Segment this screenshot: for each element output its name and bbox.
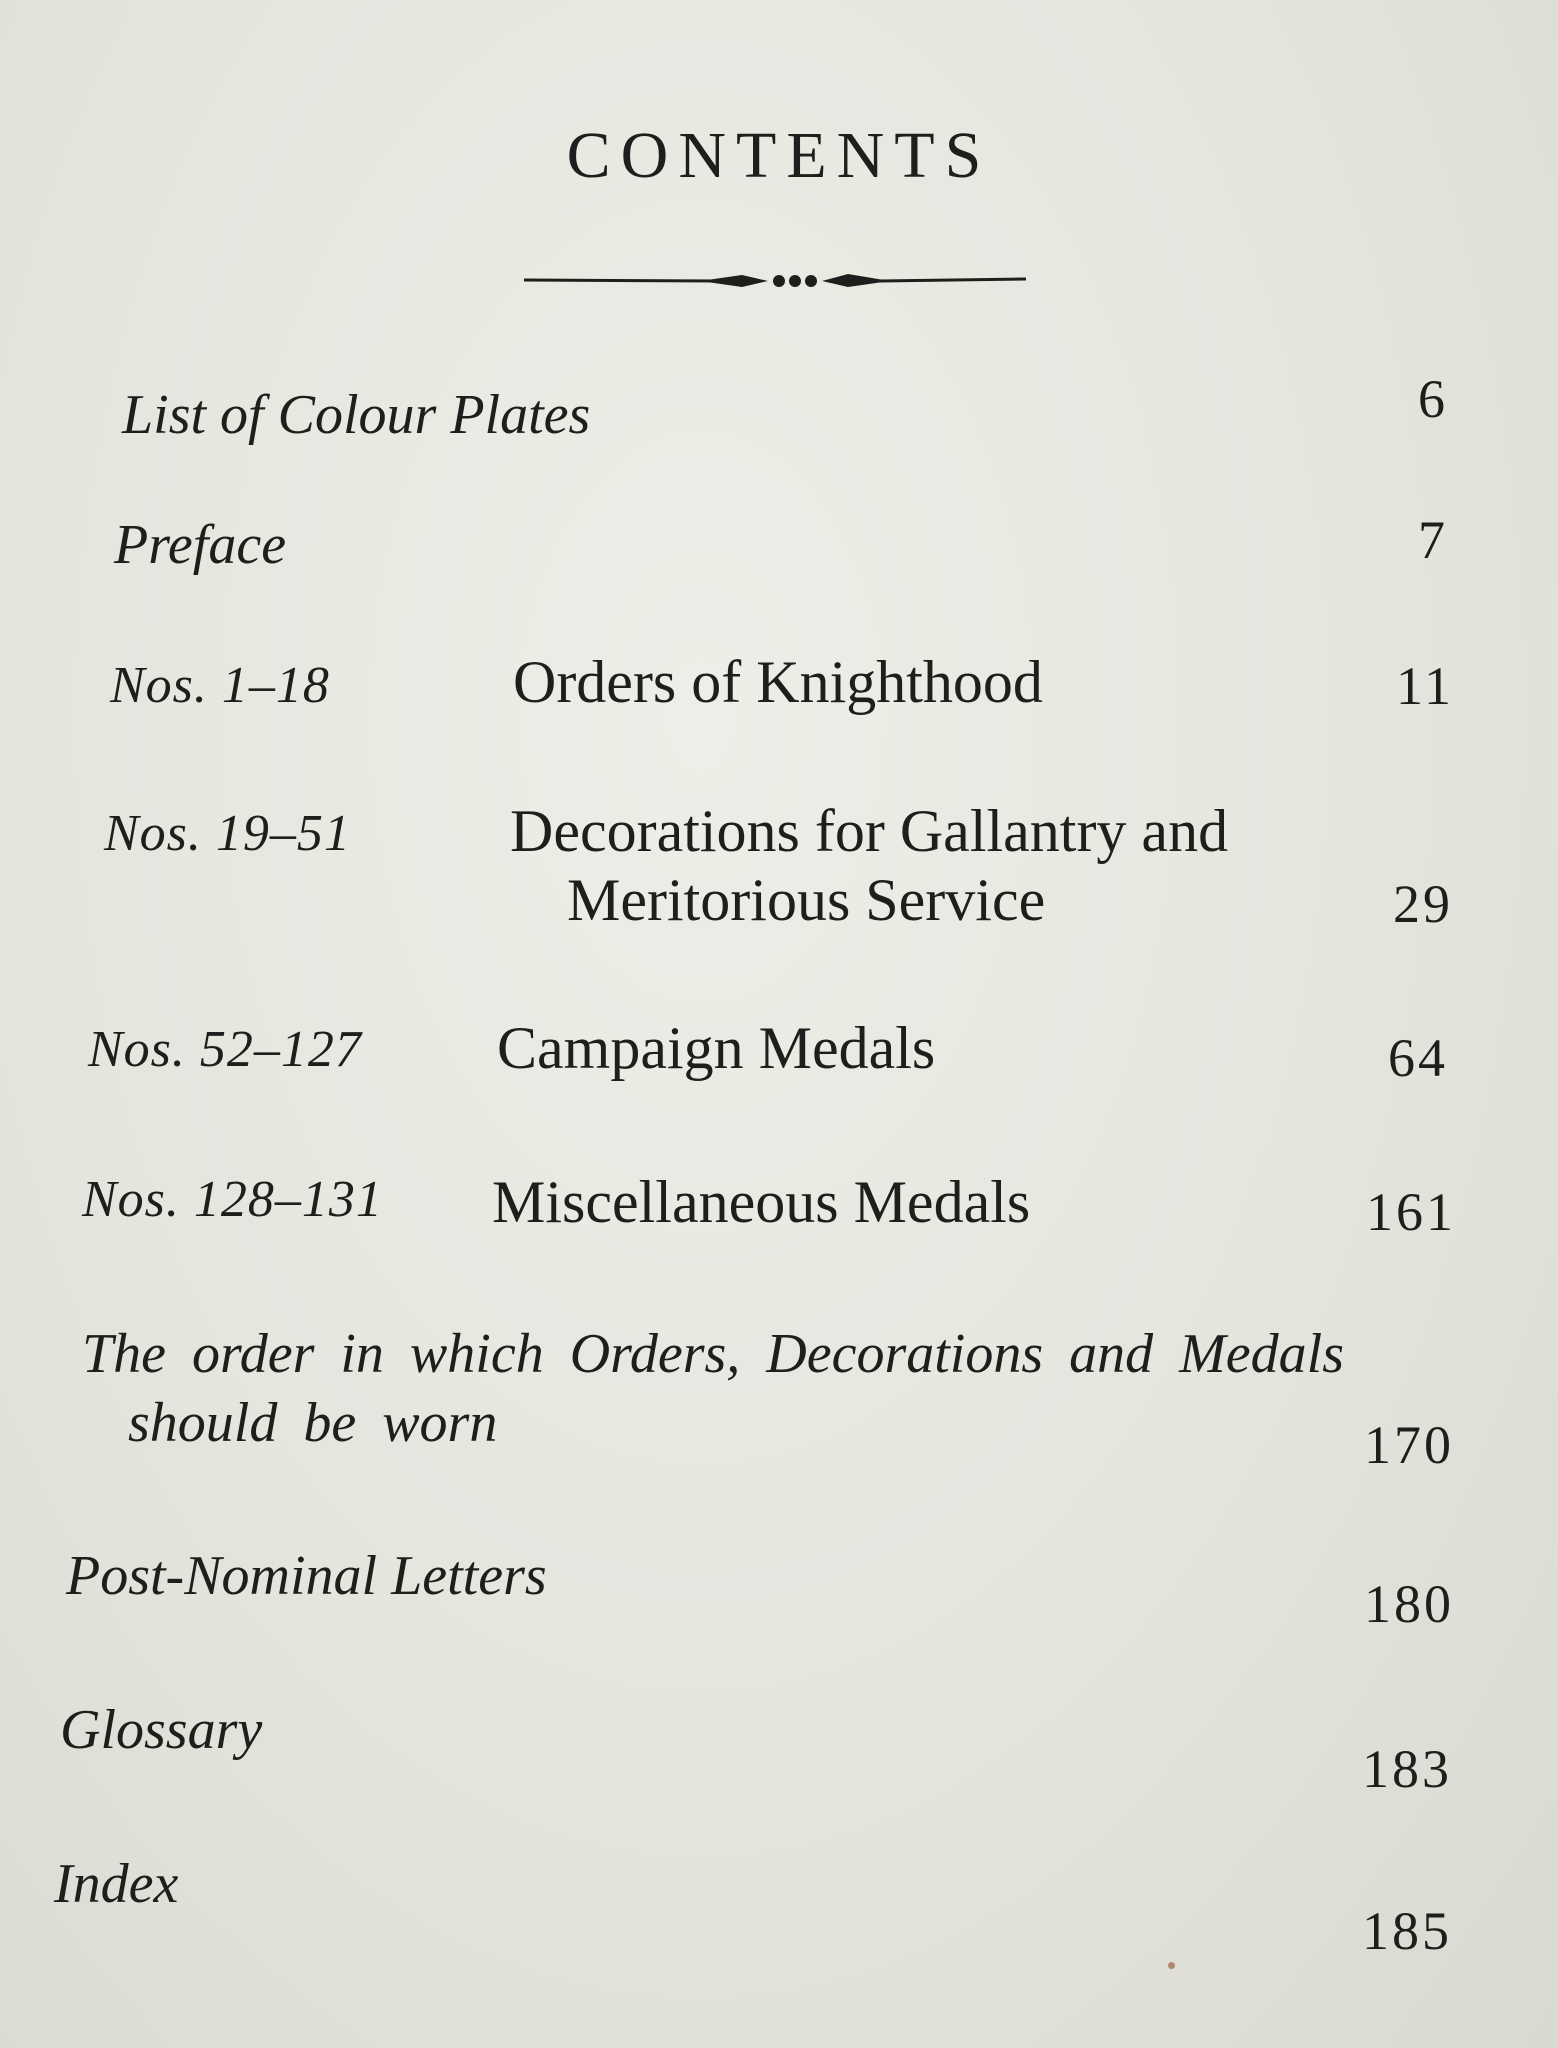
toc-section-title[interactable]: Campaign Medals	[497, 1015, 936, 1081]
toc-section-page: 64	[1388, 1028, 1448, 1088]
paper-speck	[1168, 1962, 1175, 1969]
page-title: CONTENTS	[566, 119, 992, 192]
decorative-rule-icon	[520, 262, 1030, 298]
toc-preface-page: 7	[1418, 510, 1448, 570]
toc-order-worn-line2[interactable]: should be worn	[128, 1392, 498, 1454]
toc-section-title[interactable]: Orders of Knighthood	[513, 649, 1043, 715]
toc-order-worn-line1[interactable]: The order in which Orders, Decorations and Medals	[82, 1323, 1344, 1385]
toc-section-nos: Nos. 52–127	[88, 1021, 362, 1078]
toc-index-page: 185	[1362, 1901, 1452, 1961]
toc-colour-plates-page: 6	[1418, 369, 1448, 429]
toc-preface-label[interactable]: Preface	[114, 514, 287, 576]
toc-section-page: 29	[1393, 874, 1453, 934]
toc-glossary-label[interactable]: Glossary	[60, 1699, 263, 1761]
toc-index-label[interactable]: Index	[54, 1853, 179, 1915]
toc-section-title-line1[interactable]: Decorations for Gallantry and	[510, 798, 1229, 864]
toc-section-page: 161	[1366, 1182, 1456, 1242]
toc-post-nominal-label[interactable]: Post-Nominal Letters	[66, 1545, 547, 1607]
toc-section-title-line2[interactable]: Meritorious Service	[567, 867, 1046, 933]
toc-colour-plates-label[interactable]: List of Colour Plates	[122, 384, 591, 446]
toc-section-nos: Nos. 128–131	[82, 1171, 383, 1228]
toc-section-nos: Nos. 1–18	[110, 657, 330, 714]
toc-glossary-page: 183	[1362, 1739, 1452, 1799]
toc-order-worn-page: 170	[1364, 1415, 1454, 1475]
toc-section-page: 11	[1396, 656, 1454, 716]
toc-section-nos: Nos. 19–51	[104, 805, 351, 862]
toc-section-title[interactable]: Miscellaneous Medals	[492, 1169, 1031, 1235]
toc-post-nominal-page: 180	[1364, 1574, 1454, 1634]
